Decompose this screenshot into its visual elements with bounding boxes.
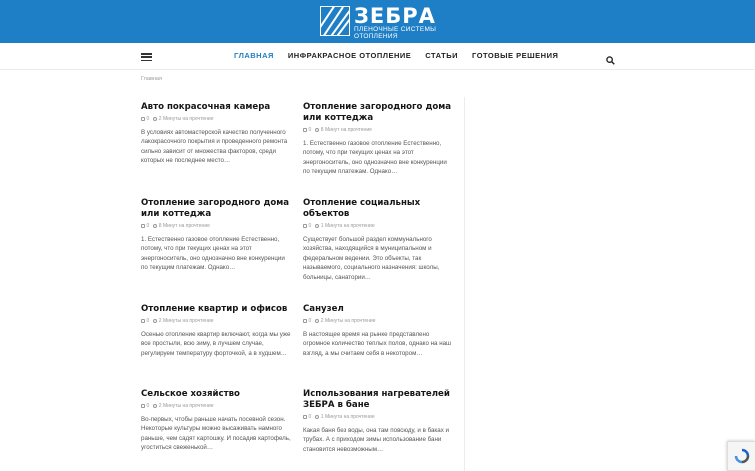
post-meta [141, 223, 291, 229]
clock-icon [153, 404, 157, 408]
post-excerpt: Какая баня без воды, она там повсюду, и в баках и трубах. А с приходом зимы использование бани становится невозможным… [303, 427, 449, 453]
read-time: 8 Минут на прочтение [158, 223, 210, 229]
post-excerpt: Осенью отопление квартир включают, когда мы уже все простыли, всю зиму, в лучшем случае, регулируем температуру форточкой, а в худшем… [141, 331, 291, 357]
logo-title: ЗЕБРА [354, 4, 436, 28]
clock-icon [315, 224, 319, 228]
comment-icon [303, 224, 307, 228]
post-excerpt: 1. Естественно газовое отопление Естественно, потому, что при текущих ценах на этот энергоноситель, оно однозначно вне конкуренции по текущим платежам. Однако… [141, 236, 285, 272]
post-card [303, 198, 453, 282]
post-meta [141, 116, 291, 122]
comment-icon [141, 117, 145, 121]
read-time: 1 Минута на прочтение [320, 414, 375, 420]
post-excerpt: Во-первых, чтобы раньше начать посевной сезон. Некоторые культуры можно высаживать намного раньше, чем садят картошку. И посадив картофель, угоститься свеженькой… [141, 416, 291, 452]
logo-subtitle-2: ОТОПЛЕНИЯ [354, 33, 398, 40]
comment-count[interactable]: 0 [308, 223, 312, 229]
post-excerpt: В условиях автомастерской качество полученного лакокрасочного покрытия и проведенного ремонта сильно зависит от множества факторов, среди которых не последнее место… [141, 129, 288, 165]
post-title[interactable]: Сельское хозяйство [141, 389, 240, 399]
post-title[interactable]: Отопление социальных объектов [303, 198, 421, 219]
nav-item-home[interactable]: ГЛАВНАЯ [234, 51, 274, 60]
nav-item-articles[interactable]: СТАТЬИ [425, 51, 459, 60]
post-excerpt: 1. Естественно газовое отопление Естественно, потому, что при текущих ценах на этот энергоноситель, оно однозначно вне конкуренции по текущим платежам. Однако… [303, 140, 447, 176]
clock-icon [153, 319, 157, 323]
logo-subtitle-1: ПЛЕНОЧНЫЕ СИСТЕМЫ [354, 26, 437, 33]
post-title[interactable]: Отопление загородного дома или коттеджа [141, 198, 290, 219]
comment-count[interactable]: 0 [308, 414, 312, 420]
post-excerpt: Существует большой раздел коммунального хозяйства, находящийся в муниципальном и федеральном ведении. Это объекты, так называемого, социального назначения: школы, больницы, санатории… [303, 236, 440, 281]
comment-icon [141, 319, 145, 323]
clock-icon [315, 128, 319, 132]
main-navbar [0, 43, 755, 70]
recaptcha-badge[interactable] [727, 441, 755, 471]
site-header [0, 0, 755, 43]
post-meta [141, 403, 291, 409]
read-time: 2 Минуты на прочтение [320, 318, 376, 324]
post-meta [141, 318, 291, 324]
clock-icon [315, 319, 319, 323]
post-title[interactable]: Отопление квартир и офисов [141, 304, 288, 314]
post-title[interactable]: Авто покрасочная камера [141, 102, 271, 112]
read-time: 2 Минуты на прочтение [158, 116, 214, 122]
post-title[interactable]: Санузел [303, 304, 344, 314]
read-time: 2 Минуты на прочтение [158, 318, 214, 324]
breadcrumb[interactable]: Главная [141, 76, 162, 82]
post-card [303, 102, 453, 177]
clock-icon [315, 415, 319, 419]
read-time: 8 Минут на прочтение [320, 127, 372, 133]
comment-count[interactable]: 0 [308, 127, 312, 133]
post-card [303, 389, 453, 454]
read-time: 2 Минуты на прочтение [158, 403, 214, 409]
comment-icon [303, 128, 307, 132]
post-card [141, 304, 291, 358]
post-title[interactable]: Отопление загородного дома или коттеджа [303, 102, 452, 123]
post-meta [303, 127, 453, 133]
post-title[interactable]: Использования нагревателей ЗЕБРА в бане [303, 389, 450, 410]
sidebar-divider [464, 97, 465, 471]
post-card [141, 389, 291, 453]
post-excerpt: В настоящее время на рынке представлено огромное количество теплых полов, однако на наш взгляд, а мы считаем себя в некотором… [303, 331, 452, 357]
comment-icon [303, 319, 307, 323]
comment-icon [303, 415, 307, 419]
zebra-logo-icon [320, 6, 350, 36]
clock-icon [153, 224, 157, 228]
nav-menu [234, 51, 572, 60]
comment-icon [141, 404, 145, 408]
post-meta [303, 223, 453, 229]
nav-item-ready-solutions[interactable]: ГОТОВЫЕ РЕШЕНИЯ [472, 51, 559, 60]
post-meta [303, 318, 453, 324]
comment-count[interactable]: 0 [308, 318, 312, 324]
comment-count[interactable]: 0 [146, 116, 150, 122]
post-card [141, 198, 291, 273]
nav-item-infrared-heating[interactable]: ИНФРАКРАСНОЕ ОТОПЛЕНИЕ [287, 51, 412, 60]
comment-count[interactable]: 0 [146, 318, 150, 324]
post-card [141, 102, 291, 166]
search-icon[interactable] [606, 52, 615, 61]
comment-count[interactable]: 0 [146, 223, 150, 229]
read-time: 1 Минута на прочтение [320, 223, 375, 229]
site-logo[interactable] [320, 6, 436, 38]
post-card [303, 304, 453, 358]
recaptcha-icon [734, 448, 750, 464]
hamburger-icon[interactable] [141, 53, 152, 61]
comment-count[interactable]: 0 [146, 403, 150, 409]
comment-icon [141, 224, 145, 228]
clock-icon [153, 117, 157, 121]
post-meta [303, 414, 453, 420]
